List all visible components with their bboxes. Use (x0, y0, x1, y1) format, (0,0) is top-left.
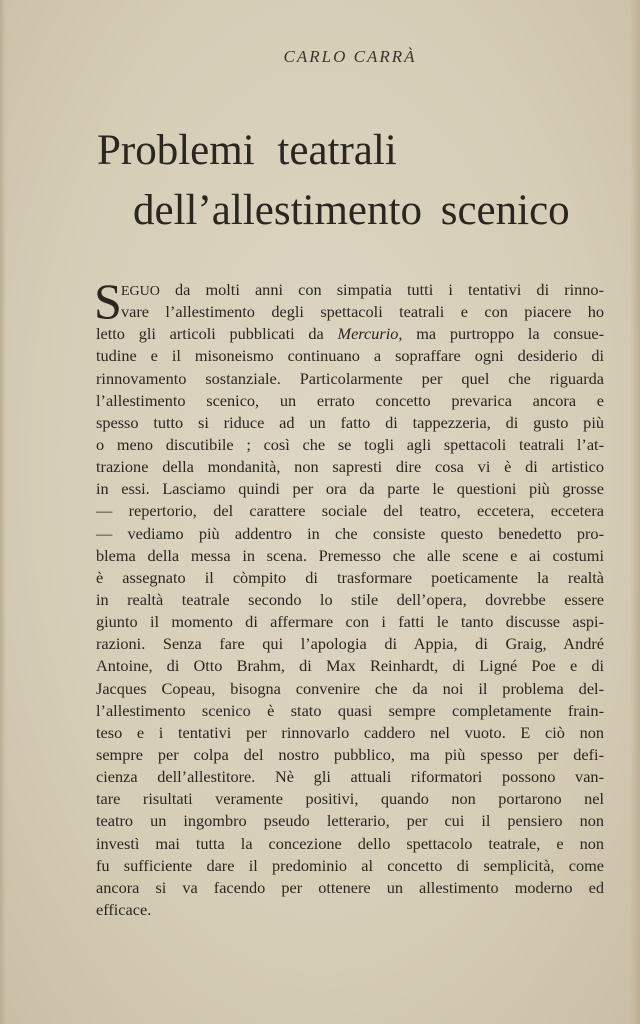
body-line: teatro un ingombro pseudo letterario, per cui il pensiero non (96, 811, 604, 831)
body-line: l’allestimento scenico, un errato concetto prevarica ancora e (96, 390, 604, 410)
body-line: trazione della mondanità, non sapresti dire cosa vi è di artistico (96, 457, 604, 477)
body-line: teso e i tentativi per rinnovarlo caddero nel vuoto. E ciò non (96, 722, 604, 742)
body-line: cienza dell’allestitore. Nè gli attuali riformatori possono van- (96, 767, 604, 787)
body-line: giunto il momento di affermare con i fatti le tanto discusse aspi- (96, 612, 604, 632)
article-title-line-1: Problemi teatrali (97, 127, 397, 174)
page-edge-right (630, 0, 640, 1024)
body-line-text: letto gli articoli pubblicati da (96, 324, 338, 344)
body-line-text: ma purtroppo la consue- (402, 324, 605, 344)
page-edge-left (0, 0, 6, 1024)
body-line (96, 323, 604, 345)
body-line: — repertorio, del carattere sociale del teatro, eccetera, eccetera (96, 501, 604, 521)
body-line: ancora si va facendo per ottenere un allestimento moderno ed (96, 877, 604, 897)
body-line: sempre per colpa del nostro pubblico, ma più spesso per defi- (96, 744, 604, 764)
body-line-text: da molti anni con simpatia tutti i tentativi di rinno- (159, 280, 604, 299)
body-line: efficace. (96, 899, 152, 919)
body-lines (96, 345, 604, 921)
body-line: — vediamo più addentro in che consiste questo benedetto pro- (96, 523, 604, 543)
body-line: o meno discutibile ; così che se togli agli spettacoli teatrali l’at- (96, 434, 604, 454)
article-body (94, 273, 605, 921)
small-caps-word: EGUO (121, 284, 160, 299)
body-line: è assegnato il còmpito di trasformare poeticamente la realtà (96, 567, 604, 587)
body-line: l’allestimento scenico è stato quasi sempre completamente frain- (96, 700, 604, 720)
body-line: tare risultati veramente positivi, quando non portarono nel (96, 789, 604, 809)
body-line: fu sufficiente dare il predominio al concetto di semplicità, come (96, 855, 604, 875)
body-line: razioni. Senza fare qui l’apologia di Appia, di Graig, André (96, 634, 604, 654)
body-line: spesso tutto si riduce ad un fatto di tappezzeria, di gusto più (96, 412, 604, 432)
body-line: rinnovamento sostanziale. Particolarmente per quel che riguarda (96, 368, 604, 388)
article-title-line-2: dell’allestimento scenico (133, 187, 570, 234)
author-header: CARLO CARRÀ (283, 47, 417, 66)
body-line: in realtà teatrale secondo lo stile dell’opera, dovrebbe essere (96, 589, 604, 609)
body-line: blema della messa in scena. Premesso che alle scene e ai costumi (96, 545, 604, 565)
body-line: vare l’allestimento degli spettacoli teatrali e con piacere ho (121, 302, 604, 322)
body-line: in essi. Lasciamo quindi per ora da parte le questioni più grosse (96, 479, 604, 499)
body-line: tudine e il misoneismo continuano a sopraffare ogni desiderio di (96, 346, 604, 366)
body-line: Jacques Copeau, bisogna convenire che da noi il problema del- (96, 678, 604, 698)
drop-cap: S (94, 273, 122, 329)
journal-title-italic: Mercurio, (337, 324, 403, 344)
body-line (96, 279, 604, 301)
body-line: Antoine, di Otto Brahm, di Max Reinhardt, di Ligné Poe e di (96, 656, 604, 676)
body-line: investì mai tutta la concezione dello spettacolo teatrale, e non (96, 833, 604, 853)
